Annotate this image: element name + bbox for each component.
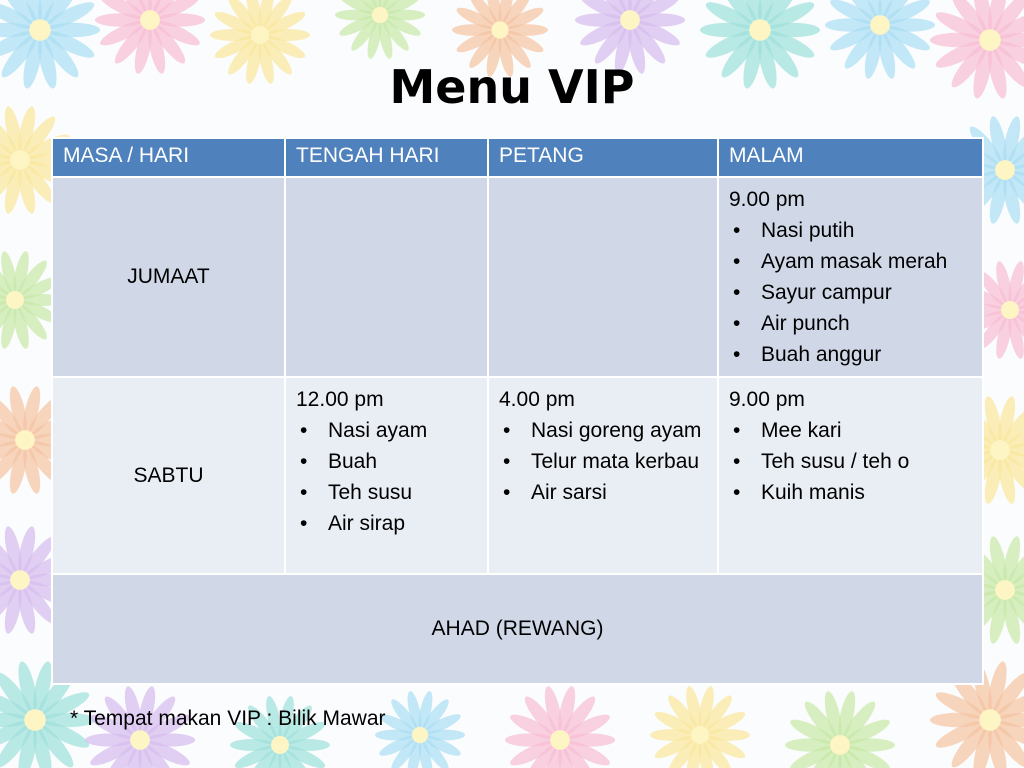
menu-item-list (296, 415, 477, 539)
meal-time: 12.00 pm (296, 388, 384, 411)
list-item: • Air sirap (296, 508, 477, 539)
list-item: • Ayam masak merah (729, 246, 972, 277)
menu-item-list (729, 415, 972, 508)
list-item: • Kuih manis (729, 477, 972, 508)
malam-cell (718, 177, 983, 377)
menu-table (51, 137, 984, 685)
petang-cell (488, 377, 718, 574)
day-cell-merged: AHAD (REWANG) (52, 574, 983, 684)
header-malam: MALAM (718, 138, 983, 177)
meal-time: 9.00 pm (729, 188, 805, 211)
header-petang: PETANG (488, 138, 718, 177)
header-masa-hari: MASA / HARI (52, 138, 285, 177)
list-item: • Buah (296, 446, 477, 477)
table-row (52, 177, 983, 377)
tengah-hari-cell (285, 377, 488, 574)
menu-item-list (729, 215, 972, 370)
list-item: • Teh susu (296, 477, 477, 508)
table-row (52, 377, 983, 574)
malam-cell (718, 377, 983, 574)
tengah-hari-cell (285, 177, 488, 377)
footnote: * Tempat makan VIP : Bilik Mawar (70, 707, 386, 730)
list-item: • Buah anggur (729, 339, 972, 370)
petang-cell (488, 177, 718, 377)
menu-item-list (499, 415, 707, 508)
meal-time: 9.00 pm (729, 388, 805, 411)
list-item: • Nasi ayam (296, 415, 477, 446)
list-item: • Telur mata kerbau (499, 446, 707, 477)
list-item: • Sayur campur (729, 277, 972, 308)
slide-title: Menu VIP (389, 60, 635, 114)
header-tengah-hari: TENGAH HARI (285, 138, 488, 177)
day-cell: SABTU (52, 377, 285, 574)
list-item: • Nasi putih (729, 215, 972, 246)
list-item: • Air punch (729, 308, 972, 339)
table-row (52, 574, 983, 684)
day-cell: JUMAAT (52, 177, 285, 377)
meal-time: 4.00 pm (499, 388, 575, 411)
table-header-row (52, 138, 983, 177)
list-item: • Teh susu / teh o (729, 446, 972, 477)
list-item: • Air sarsi (499, 477, 707, 508)
list-item: • Mee kari (729, 415, 972, 446)
list-item: • Nasi goreng ayam (499, 415, 707, 446)
